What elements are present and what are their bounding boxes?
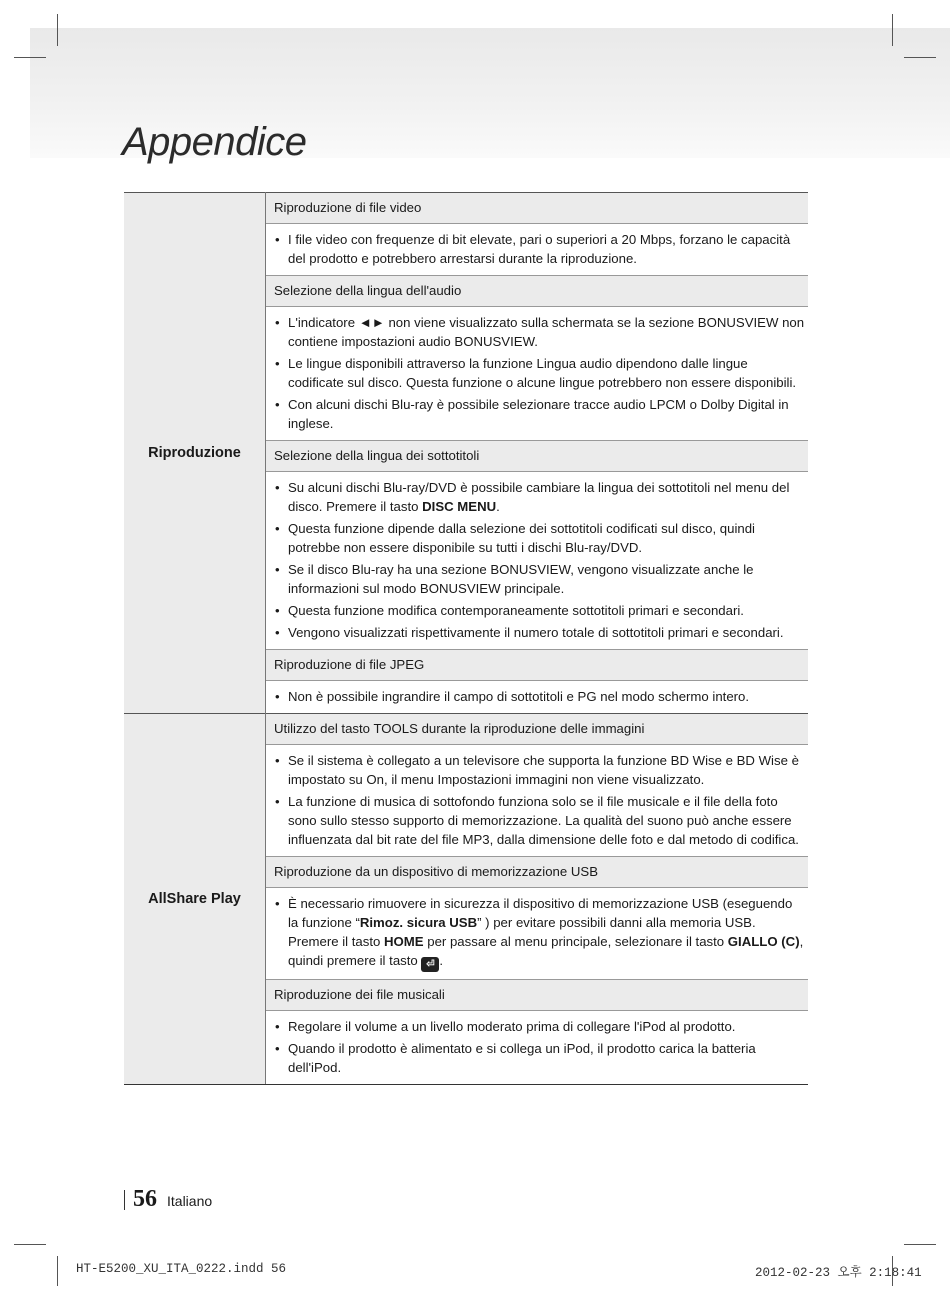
section-body xyxy=(266,745,809,857)
table-row xyxy=(124,714,808,745)
home-key-label: HOME xyxy=(384,934,424,949)
crop-mark xyxy=(904,57,936,58)
list-item: • Se il disco Blu-ray ha una sezione BONUSVIEW, vengono visualizzate anche le informazioni sul modo BONUSVIEW principale. xyxy=(274,560,806,598)
list-item: • I file video con frequenze di bit elevate, pari o superiori a 20 Mbps, forzano le capacità del prodotto e potrebbero arrestarsi durante la riproduzione. xyxy=(274,230,806,268)
page-language: Italiano xyxy=(167,1193,213,1209)
crop-mark xyxy=(57,1256,58,1286)
section-heading: Riproduzione dei file musicali xyxy=(266,980,809,1011)
list-item-text: per passare al menu principale, selezionare il tasto xyxy=(423,934,728,949)
page-number: 56 xyxy=(133,1186,157,1212)
footer-divider xyxy=(124,1190,125,1210)
section-body xyxy=(266,224,809,276)
section-heading: Selezione della lingua dell'audio xyxy=(266,276,809,307)
list-item-text: , quindi premere il tasto xyxy=(288,934,804,968)
usb-safe-remove-label: Rimoz. sicura USB xyxy=(359,915,478,930)
section-heading: Utilizzo del tasto TOOLS durante la riproduzione delle immagini xyxy=(266,714,809,745)
page-footer xyxy=(124,1186,212,1213)
group-label-riproduzione: Riproduzione xyxy=(124,193,266,714)
list-item: • La funzione di musica di sottofondo funziona solo se il file musicale e il file della foto sono sullo stesso supporto di memorizzazione. La qualità del suono può anche essere influenzata dal bit rate del file MP3, dalla dimensione delle foto e dal metodo di codifica. xyxy=(274,792,806,849)
section-body xyxy=(266,1011,809,1085)
list-item: • Le lingue disponibili attraverso la funzione Lingua audio dipendono dalle lingue codificate sul disco. Questa funzione o alcune lingue potrebbero non essere disponibili. xyxy=(274,354,806,392)
list-item: • Vengono visualizzati rispettivamente il numero totale di sottotitoli primari e secondari. xyxy=(274,623,806,642)
group-label-allshare-play: AllShare Play xyxy=(124,714,266,1085)
list-item-text: Su alcuni dischi Blu-ray/DVD è possibile cambiare la lingua dei sottotitoli nel menu del disco. Premere il tasto xyxy=(288,480,790,514)
list-item: • Con alcuni dischi Blu-ray è possibile selezionare tracce audio LPCM o Dolby Digital in inglese. xyxy=(274,395,806,433)
yellow-key-label: GIALLO (C) xyxy=(727,934,800,949)
list-item: • Quando il prodotto è alimentato e si collega un iPod, il prodotto carica la batteria dell'iPod. xyxy=(274,1039,806,1077)
crop-mark xyxy=(57,14,58,46)
list-item-text: ” ) per evitare possibili danni alla memoria USB. Premere il tasto xyxy=(288,915,756,949)
list-item: • Regolare il volume a un livello moderato prima di collegare l'iPod al prodotto. xyxy=(274,1017,806,1036)
section-body xyxy=(266,888,809,980)
slug-file: HT-E5200_XU_ITA_0222.indd 56 xyxy=(76,1262,287,1276)
section-body xyxy=(266,472,809,650)
crop-mark xyxy=(892,14,893,46)
list-item: • Non è possibile ingrandire il campo di sottotitoli e PG nel modo schermo intero. xyxy=(274,687,806,706)
section-heading: Riproduzione di file JPEG xyxy=(266,650,809,681)
page-title: Appendice xyxy=(122,120,307,164)
crop-mark xyxy=(14,57,46,58)
list-item-text: . xyxy=(439,953,444,968)
section-heading: Riproduzione da un dispositivo di memorizzazione USB xyxy=(266,857,809,888)
list-item: • Su alcuni dischi Blu-ray/DVD è possibile cambiare la lingua dei sottotitoli nel menu del disco. Premere il tasto DISC MENU. xyxy=(274,478,806,516)
table-row xyxy=(124,193,808,224)
list-item: • Questa funzione modifica contemporaneamente sottotitoli primari e secondari. xyxy=(274,601,806,620)
section-body xyxy=(266,681,809,714)
list-item xyxy=(274,894,806,972)
section-heading: Selezione della lingua dei sottotitoli xyxy=(266,441,809,472)
enter-key-icon: ⏎ xyxy=(421,957,439,972)
section-heading: Riproduzione di file video xyxy=(266,193,809,224)
list-item: • L'indicatore ◄► non viene visualizzato sulla schermata se la sezione BONUSVIEW non contiene impostazioni audio BONUSVIEW. xyxy=(274,313,806,351)
crop-mark xyxy=(14,1244,46,1245)
slug-date: 2012-02-23 오후 2:18:41 xyxy=(755,1266,922,1280)
crop-mark xyxy=(904,1244,936,1245)
list-item: • Questa funzione dipende dalla selezione dei sottotitoli codificati sul disco, quindi potrebbe non essere disponibile su tutti i dischi Blu-ray/DVD. xyxy=(274,519,806,557)
list-item: • Se il sistema è collegato a un televisore che supporta la funzione BD Wise e BD Wise è impostato su On, il menu Impostazioni immagini non viene visualizzato. xyxy=(274,751,806,789)
list-item-text: È necessario rimuovere in sicurezza il dispositivo di memorizzazione USB (eseguendo la funzione “ xyxy=(288,896,793,930)
section-body xyxy=(266,307,809,441)
disc-menu-key: DISC MENU xyxy=(422,499,497,514)
spec-table xyxy=(124,192,808,1085)
